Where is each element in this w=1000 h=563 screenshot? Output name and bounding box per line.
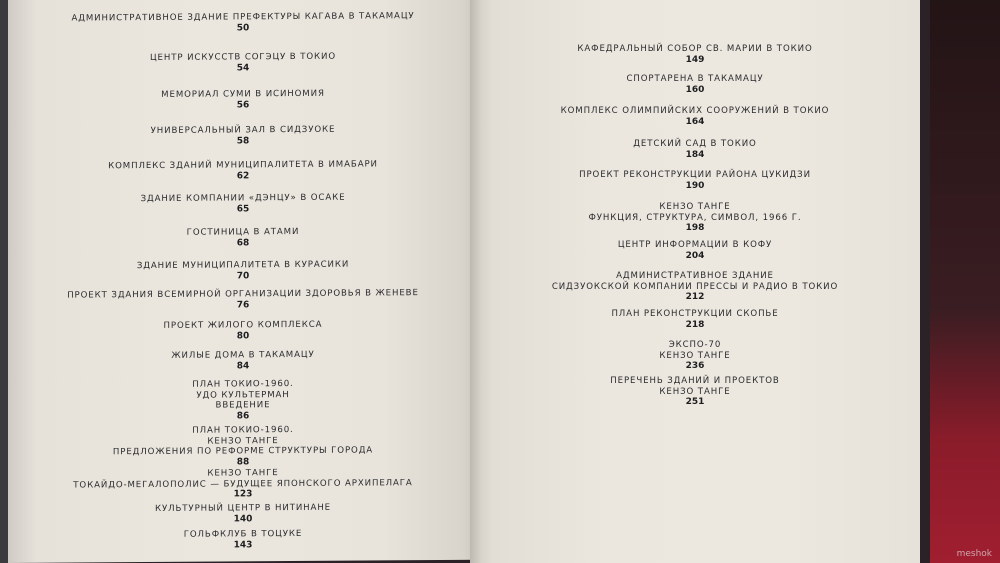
toc-entry-title: АДМИНИСТРАТИВНОЕ ЗДАНИЕ ПРЕФЕКТУРЫ КАГАВА В ТАКАМАЦУ xyxy=(71,11,415,24)
toc-entry xyxy=(470,202,920,234)
toc-entry-page: 143 xyxy=(233,539,253,550)
toc-entry-title: ЭКСПО-70 xyxy=(668,340,722,350)
toc-entry-page: 218 xyxy=(685,319,705,330)
toc-entry-title: ПРОЕКТ ЖИЛОГО КОМПЛЕКСА xyxy=(163,319,323,331)
toc-entry-title: ДЕТСКИЙ САД В ТОКИО xyxy=(633,139,757,149)
toc-entry-page: 140 xyxy=(233,513,253,524)
toc-entry-title: ЗДАНИЕ КОМПАНИИ «ДЭНЦУ» В ОСАКЕ xyxy=(140,192,346,205)
toc-entry xyxy=(470,340,920,372)
toc-entry xyxy=(470,170,920,192)
right-page xyxy=(470,0,920,563)
toc-entry-page: 84 xyxy=(236,360,250,371)
toc-entry-page: 50 xyxy=(236,22,250,33)
toc-entry-title: КАФЕДРАЛЬНЫЙ СОБОР СВ. МАРИИ В ТОКИО xyxy=(577,44,813,54)
toc-entry-title: УНИВЕРСАЛЬНЫЙ ЗАЛ В СИДЗУОКЕ xyxy=(150,124,336,137)
toc-entry-page: 164 xyxy=(685,116,705,127)
toc-entry-title: ГОСТИНИЦА В АТАМИ xyxy=(186,226,300,238)
toc-entry xyxy=(470,376,920,408)
toc-entry-page: 86 xyxy=(236,410,250,421)
toc-entry-page: 88 xyxy=(236,456,250,467)
toc-entry-page: 65 xyxy=(236,203,250,214)
toc-entry xyxy=(470,240,920,262)
toc-entry-page: 68 xyxy=(236,237,250,248)
toc-entry-title: КЕНЗО ТАНГЕ xyxy=(659,350,731,361)
toc-entry-title: ЖИЛЫЕ ДОМА В ТАКАМАЦУ xyxy=(171,349,315,361)
toc-entry-page: 204 xyxy=(685,250,705,261)
toc-entry-page: 54 xyxy=(236,62,250,73)
toc-entry xyxy=(8,124,478,149)
toc-entry xyxy=(470,271,920,303)
toc-entry-page: 123 xyxy=(233,489,253,500)
toc-entry-title: КОМПЛЕКС ОЛИМПИЙСКИХ СООРУЖЕНИЙ В ТОКИО xyxy=(560,106,830,116)
toc-entry-title: ЦЕНТР ИНФОРМАЦИИ В КОФУ xyxy=(617,240,773,250)
toc-entry-page: 251 xyxy=(685,397,705,407)
toc-entry-title: КОМПЛЕКС ЗДАНИЙ МУНИЦИПАЛИТЕТА В ИМАБАРИ xyxy=(108,159,378,172)
toc-entry-title: КУЛЬТУРНЫЙ ЦЕНТР В НИТИНАНЕ xyxy=(154,502,332,514)
left-page xyxy=(8,0,478,563)
toc-entry-page: 149 xyxy=(685,54,705,65)
toc-entry-title: АДМИНИСТРАТИВНОЕ ЗДАНИЕ xyxy=(616,271,774,281)
toc-entry-title: ПРЕДЛОЖЕНИЯ ПО РЕФОРМЕ СТРУКТУРЫ ГОРОДА xyxy=(112,445,374,458)
toc-entry-title: КЕНЗО ТАНГЕ xyxy=(207,468,279,479)
toc-entry-page: 56 xyxy=(236,99,250,110)
toc-entry xyxy=(8,288,478,313)
toc-entry xyxy=(8,88,478,113)
toc-entry xyxy=(8,159,478,184)
toc-entry xyxy=(8,192,478,217)
toc-entry xyxy=(470,44,920,66)
toc-entry xyxy=(470,106,920,128)
toc-entry-title: ПЛАН ТОКИО-1960. xyxy=(192,379,294,390)
toc-entry-page: 70 xyxy=(236,270,250,281)
toc-entry-title: КЕНЗО ТАНГЕ xyxy=(659,202,731,212)
toc-entry xyxy=(8,378,478,424)
toc-entry xyxy=(470,139,920,161)
toc-entry xyxy=(8,502,478,527)
toc-entry-title: ПЛАН РЕКОНСТРУКЦИИ СКОПЬЕ xyxy=(611,309,779,319)
toc-entry xyxy=(8,424,478,470)
toc-entry-title: ПРОЕКТ ЗДАНИЯ ВСЕМИРНОЙ ОРГАНИЗАЦИИ ЗДОРОВЬЯ В ЖЕНЕВЕ xyxy=(67,288,419,301)
toc-entry xyxy=(8,259,478,284)
toc-entry-title: ТОКАЙДО-МЕГАЛОПОЛИС — БУДУЩЕЕ ЯПОНСКОГО АРХИПЕЛАГА xyxy=(73,477,413,491)
toc-entry-title: МЕМОРИАЛ СУМИ В ИСИНОМИЯ xyxy=(161,88,325,100)
watermark: meshok xyxy=(956,549,992,559)
toc-entry xyxy=(8,226,478,251)
toc-entry xyxy=(470,74,920,96)
toc-entry xyxy=(8,51,478,76)
toc-entry-title: ЦЕНТР ИСКУССТВ СОГЭЦУ В ТОКИО xyxy=(149,51,337,64)
toc-entry xyxy=(8,319,478,344)
toc-entry xyxy=(470,309,920,331)
toc-entry-page: 236 xyxy=(685,361,705,371)
toc-entry-page: 212 xyxy=(685,292,705,302)
toc-entry-title: КЕНЗО ТАНГЕ xyxy=(659,386,731,397)
toc-entry-page: 184 xyxy=(685,149,705,160)
toc-entry-title: ЗДАНИЕ МУНИЦИПАЛИТЕТА В КУРАСИКИ xyxy=(136,259,350,272)
toc-entry-title: СИДЗУОКСКОЙ КОМПАНИИ ПРЕССЫ И РАДИО В ТОКИО xyxy=(551,281,839,292)
toc-entry-title: ГОЛЬФКЛУБ В ТОЦУКЕ xyxy=(183,528,303,540)
toc-entry-page: 58 xyxy=(236,135,250,146)
toc-entry xyxy=(8,528,478,553)
toc-entry-page: 198 xyxy=(685,223,705,233)
toc-entry-title: ВВЕДЕНИЕ xyxy=(215,400,271,411)
toc-entry-title: ФУНКЦИЯ, СТРУКТУРА, СИМВОЛ, 1966 Г. xyxy=(588,212,802,223)
toc-entry-title: ПЛАН ТОКИО-1960. xyxy=(192,425,294,436)
toc-entry-page: 160 xyxy=(685,84,705,95)
toc-entry-title: КЕНЗО ТАНГЕ xyxy=(207,435,279,447)
toc-entry-title: ПРОЕКТ РЕКОНСТРУКЦИИ РАЙОНА ЦУКИДЗИ xyxy=(579,170,811,180)
toc-entry xyxy=(8,467,478,502)
toc-entry xyxy=(8,349,478,374)
toc-entry-page: 190 xyxy=(685,180,705,191)
book-spine xyxy=(470,0,482,563)
toc-entry-title: СПОРТАРЕНА В ТАКАМАЦУ xyxy=(626,74,764,84)
toc-entry-title: ПЕРЕЧЕНЬ ЗДАНИЙ И ПРОЕКТОВ xyxy=(610,376,780,386)
toc-entry-page: 76 xyxy=(236,299,250,310)
toc-entry-title: УДО КУЛЬТЕРМАН xyxy=(196,389,290,401)
toc-entry xyxy=(8,11,478,36)
toc-entry-page: 62 xyxy=(236,170,250,181)
red-cloth-background xyxy=(930,0,1000,563)
toc-entry-page: 80 xyxy=(236,330,250,341)
